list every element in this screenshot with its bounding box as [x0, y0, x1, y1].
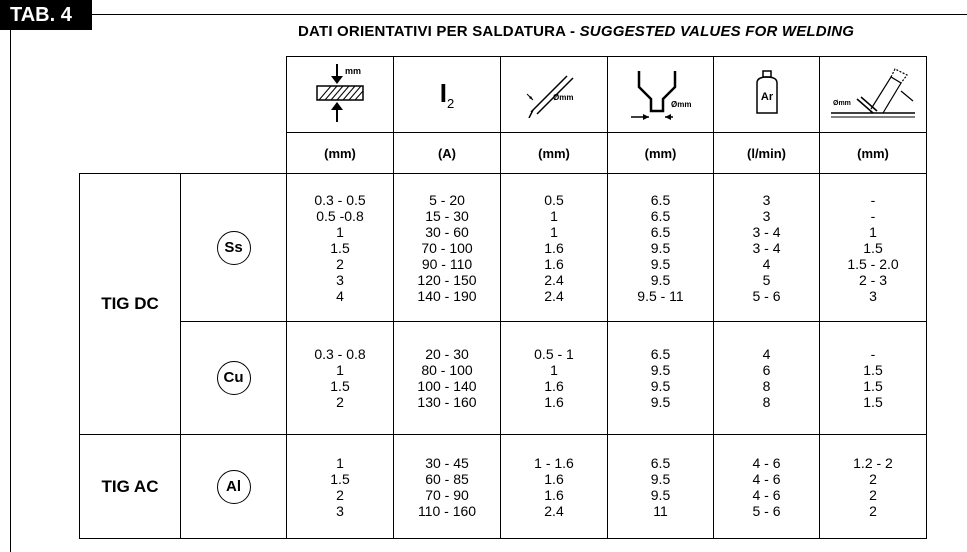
- welding-values-table: [79, 56, 927, 539]
- material-symbol: Ss: [217, 231, 251, 265]
- data-value: 120 - 150: [417, 271, 477, 288]
- data-value: 1.5: [863, 378, 883, 394]
- data-value: 30 - 45: [425, 454, 469, 471]
- data-cell: [608, 322, 714, 435]
- process-tig-ac: TIG AC: [80, 435, 181, 539]
- data-value: -: [870, 191, 876, 208]
- data-value: 4 - 6: [752, 454, 781, 471]
- title-english: SUGGESTED VALUES FOR WELDING: [579, 23, 855, 40]
- data-value: 1.6: [544, 486, 564, 503]
- data-cell: [287, 435, 394, 539]
- data-value: 11: [653, 502, 668, 519]
- data-value: 1: [336, 223, 344, 240]
- data-cell: [501, 174, 608, 322]
- data-value: 110 - 160: [417, 502, 477, 519]
- data-value: 1: [869, 223, 877, 240]
- data-cell: [608, 435, 714, 539]
- data-value: 4: [762, 346, 771, 362]
- thickness-icon-label: mm: [345, 66, 362, 76]
- data-value: 3: [762, 191, 771, 208]
- data-cell: [820, 322, 927, 435]
- unit-thickness: (mm): [287, 133, 394, 174]
- data-cell: [820, 435, 927, 539]
- material-cu: [181, 322, 287, 435]
- data-value: 80 - 100: [421, 362, 473, 378]
- material-ss: [181, 174, 287, 322]
- data-value: -: [870, 207, 876, 224]
- data-value: 70 - 100: [421, 239, 473, 256]
- data-value: 4 - 6: [752, 486, 781, 503]
- data-value: 2: [336, 394, 344, 410]
- data-value: 6.5: [650, 191, 671, 208]
- data-value: 2 - 3: [858, 271, 887, 288]
- data-value: 1.5: [863, 362, 883, 378]
- data-value: 9.5: [650, 239, 671, 256]
- data-value: 9.5: [650, 255, 671, 272]
- data-value: 5 - 6: [752, 502, 781, 519]
- data-cell: [287, 174, 394, 322]
- data-value: 1: [550, 223, 558, 240]
- data-value: 5 - 20: [429, 191, 465, 208]
- data-value: 1.5: [863, 239, 883, 256]
- nozzle-icon: [608, 57, 714, 133]
- filler-rod-icon: [820, 57, 927, 133]
- current-icon: [394, 57, 501, 133]
- data-value: 5 - 6: [752, 287, 781, 304]
- data-value: 2: [869, 470, 877, 487]
- data-value: 3 - 4: [752, 239, 781, 256]
- current-label: I: [439, 77, 447, 108]
- data-value: 6: [762, 362, 771, 378]
- data-value: 0.5 - 1: [534, 346, 574, 362]
- data-value: 9.5: [650, 362, 671, 378]
- data-value: 1: [550, 207, 558, 224]
- data-value: 1: [336, 362, 344, 378]
- data-value: 2.4: [544, 287, 564, 304]
- data-value: 0.5: [544, 191, 564, 208]
- tab-label: TAB. 4: [0, 0, 92, 30]
- data-value: 9.5: [650, 486, 671, 503]
- data-value: 3 - 4: [752, 223, 781, 240]
- data-value: 6.5: [650, 346, 671, 362]
- data-value: 140 - 190: [417, 287, 477, 304]
- electrode-icon: [501, 57, 608, 133]
- material-symbol: Al: [217, 470, 251, 504]
- rod-icon-label: Ømm: [833, 100, 851, 107]
- data-value: 1.5: [863, 394, 883, 410]
- data-value: 1.5: [330, 470, 350, 487]
- unit-electrode: (mm): [501, 133, 608, 174]
- data-value: 1.6: [544, 255, 564, 272]
- data-cell: [394, 174, 501, 322]
- unit-nozzle: (mm): [608, 133, 714, 174]
- unit-gas-flow: (l/min): [714, 133, 820, 174]
- gas-cylinder-icon: [714, 57, 820, 133]
- data-value: 9.5: [650, 378, 671, 394]
- data-value: 0.5 -0.8: [316, 207, 364, 224]
- data-value: 0.3 - 0.5: [314, 191, 366, 208]
- title-italian: DATI ORIENTATIVI PER SALDATURA -: [298, 23, 580, 40]
- process-tig-dc: TIG DC: [80, 174, 181, 435]
- data-value: 70 - 90: [425, 486, 469, 503]
- data-value: 9.5: [650, 470, 671, 487]
- data-value: 1.6: [544, 470, 564, 487]
- data-value: 1 - 1.6: [534, 454, 574, 471]
- data-value: 90 - 110: [421, 255, 473, 272]
- data-value: 6.5: [650, 223, 671, 240]
- data-value: 1.5: [330, 239, 350, 256]
- electrode-icon-label: Ømm: [553, 93, 574, 102]
- nozzle-icon-label: Ømm: [670, 100, 691, 109]
- data-value: 2: [869, 502, 877, 519]
- material-al: [181, 435, 287, 539]
- data-value: 8: [762, 394, 771, 410]
- data-cell: [394, 435, 501, 539]
- data-value: 3: [336, 502, 344, 519]
- data-value: 1.6: [544, 239, 564, 256]
- data-value: 2.4: [544, 502, 564, 519]
- data-value: 2: [336, 486, 344, 503]
- data-value: 3: [869, 287, 877, 304]
- data-value: 100 - 140: [417, 378, 477, 394]
- data-value: 0.3 - 0.8: [314, 346, 366, 362]
- data-value: 8: [762, 378, 771, 394]
- data-value: 60 - 85: [425, 470, 469, 487]
- data-cell: [820, 174, 927, 322]
- unit-current: (A): [394, 133, 501, 174]
- data-value: 3: [336, 271, 344, 288]
- data-value: 4: [762, 255, 771, 272]
- data-value: 9.5: [650, 271, 671, 288]
- data-value: 9.5: [650, 394, 671, 410]
- material-symbol: Cu: [217, 361, 251, 395]
- data-value: 2: [869, 486, 877, 503]
- data-value: 4: [336, 287, 344, 304]
- data-value: 1.6: [544, 378, 564, 394]
- data-cell: [608, 174, 714, 322]
- unit-filler-rod: (mm): [820, 133, 927, 174]
- data-value: 9.5 - 11: [637, 287, 684, 304]
- data-value: 5: [762, 271, 771, 288]
- table-title: [298, 23, 854, 40]
- data-value: 1.6: [544, 394, 564, 410]
- data-value: 1: [550, 362, 558, 378]
- data-cell: [714, 435, 820, 539]
- data-cell: [501, 435, 608, 539]
- data-value: 1.2 - 2: [853, 454, 893, 471]
- data-cell: [714, 174, 820, 322]
- data-cell: [287, 322, 394, 435]
- thickness-icon: [287, 57, 394, 133]
- data-value: 6.5: [650, 207, 671, 224]
- data-value: 130 - 160: [417, 394, 477, 410]
- data-cell: [714, 322, 820, 435]
- data-value: 1.5: [330, 378, 350, 394]
- data-value: 2: [336, 255, 344, 272]
- data-value: 20 - 30: [425, 346, 469, 362]
- data-value: 15 - 30: [425, 207, 469, 224]
- data-cell: [394, 322, 501, 435]
- data-value: 4 - 6: [752, 470, 781, 487]
- data-value: 30 - 60: [425, 223, 469, 240]
- current-sub: 2: [447, 96, 455, 112]
- data-value: 1.5 - 2.0: [847, 255, 899, 272]
- data-value: 2.4: [544, 271, 564, 288]
- data-value: 1: [336, 454, 344, 471]
- data-cell: [501, 322, 608, 435]
- data-value: -: [870, 346, 876, 362]
- data-value: 3: [762, 207, 771, 224]
- gas-icon-label: Ar: [760, 91, 773, 103]
- data-value: 6.5: [650, 454, 671, 471]
